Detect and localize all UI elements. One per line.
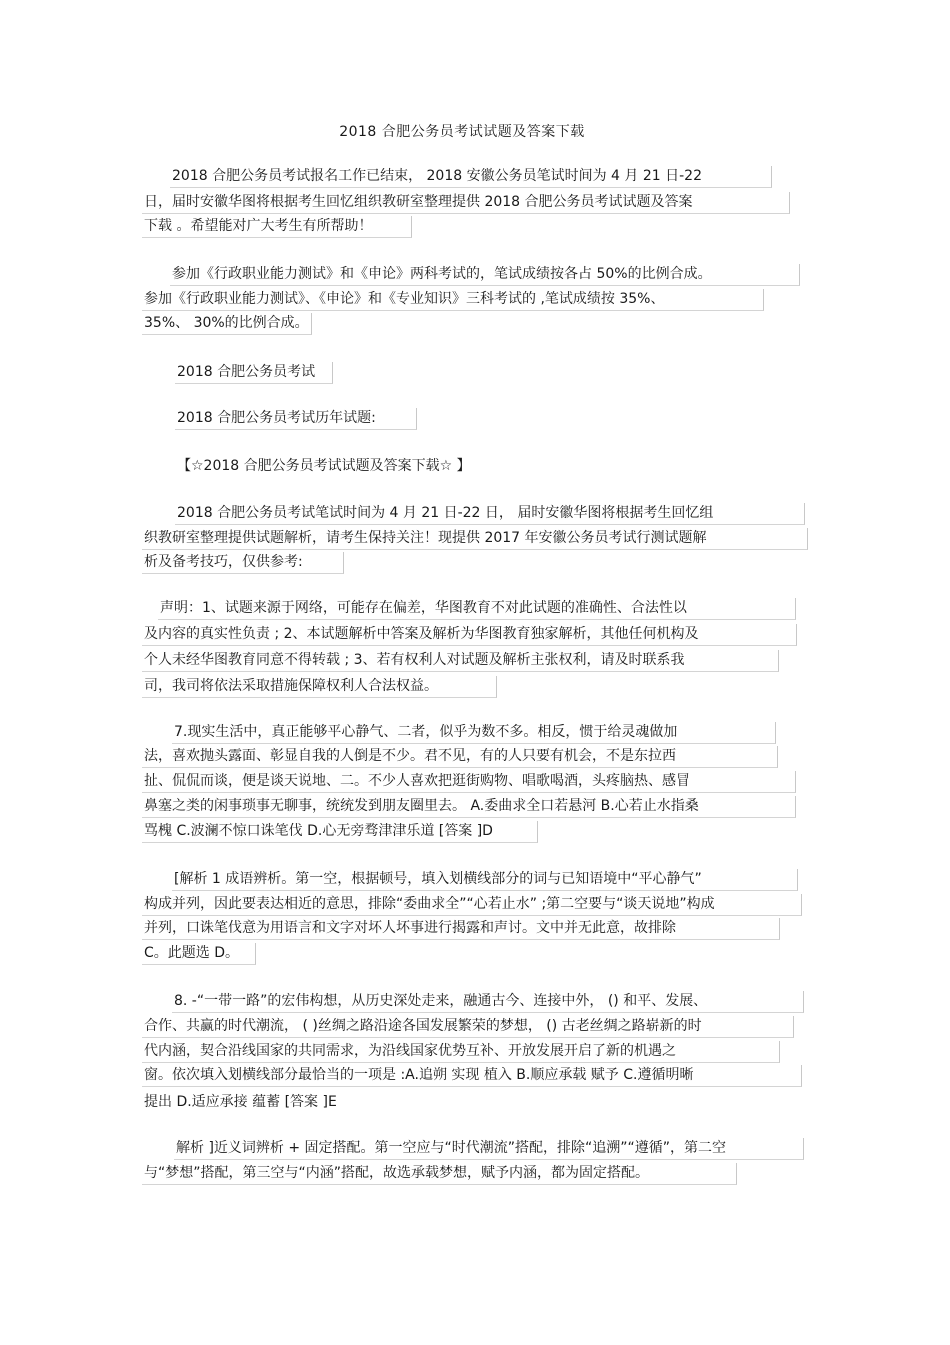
text-line: 声明：1、试题来源于网络，可能存在偏差，华图教育不对此试题的准确性、合法性以 — [158, 598, 796, 620]
text-line: 35%、 30%的比例合成。 — [142, 313, 312, 335]
analysis-line: 并列，口诛笔伐意为用语言和文字对坏人坏事进行揭露和声讨。文中并无此意，故排除 — [142, 918, 780, 940]
question-line: 扯、侃侃而谈，便是谈天说地、二。不少人喜欢把逛街购物、唱歌喝酒，头疼脑热、感冒 — [142, 771, 796, 793]
text-line: 参加《行政职业能力测试》和《申论》两科考试的，笔试成绩按各占 50%的比例合成。 — [170, 264, 800, 286]
text-line: 析及备考技巧，仅供参考: — [142, 552, 344, 574]
question-line: 8. -“一带一路”的宏伟构想，从历史深处走来，融通古今、连接中外， () 和平、发展、 — [172, 991, 804, 1013]
answer-line: 提出 D.适应承接 蕴蓄 [答案 ]E — [144, 1094, 337, 1110]
text-line: 个人未经华图教育同意不得转载 ; 3、若有权利人对试题及解析主张权利，请及时联系我 — [142, 650, 779, 672]
section-heading: 2018 合肥公务员考试历年试题: — [175, 408, 417, 430]
section-heading: 2018 合肥公务员考试 — [175, 362, 333, 384]
text-line: 日，届时安徽华图将根据考生回忆组织教研室整理提供 2018 合肥公务员考试试题及答案 — [142, 192, 790, 214]
question-line: 合作、共赢的时代潮流， ( )丝绸之路沿途各国发展繁荣的梦想， () 古老丝绸之路崭新的时 — [142, 1016, 794, 1038]
question-line: 鼻塞之类的闲事琐事无聊事，统统发到朋友圈里去。 A.委曲求全口若悬河 B.心若止水指桑 — [142, 796, 796, 818]
text-line: 司，我司将依法采取措施保障权利人合法权益。 — [142, 676, 497, 698]
question-line: 代内涵，契合沿线国家的共同需求，为沿线国家优势互补、开放发展开启了新的机遇之 — [142, 1041, 780, 1063]
answer-line: 骂槐 C.波澜不惊口诛笔伐 D.心无旁骛津津乐道 [答案 ]D — [142, 821, 538, 843]
text-line: 2018 合肥公务员考试笔试时间为 4 月 21 日-22 日， 届时安徽华图将根据考生回忆组 — [175, 503, 805, 525]
text-line: 织教研室整理提供试题解析，请考生保持关注！现提供 2017 年安徽公务员考试行测试题解 — [142, 528, 808, 550]
question-line: 7.现实生活中，真正能够平心静气、二者，似乎为数不多。相反，惯于给灵魂做加 — [172, 722, 776, 744]
text-line: 及内容的真实性负责 ; 2、本试题解析中答案及解析为华图教育独家解析，其他任何机构及 — [142, 624, 797, 646]
text-line: 下载 。希望能对广大考生有所帮助！ — [142, 216, 412, 238]
text-line: 2018 合肥公务员考试报名工作已结束， 2018 安徽公务员笔试时间为 4 月 21 日-22 — [170, 166, 772, 188]
document-title: 2018 合肥公务员考试试题及答案下载 — [339, 124, 585, 140]
analysis-line: C。此题选 D。 — [142, 943, 256, 965]
download-link[interactable]: 【☆2018 合肥公务员考试试题及答案下载☆ 】 — [177, 458, 471, 474]
text-line: 参加《行政职业能力测试》、《申论》和《专业知识》三科考试的 ,笔试成绩按 35%、 — [142, 289, 764, 311]
analysis-line: 与“梦想”搭配，第三空与“内涵”搭配，故选承载梦想，赋予内涵，都为固定搭配。 — [142, 1163, 737, 1185]
question-line: 法，喜欢抛头露面、彰显自我的人倒是不少。君不见，有的人只要有机会，不是东拉西 — [142, 746, 778, 768]
analysis-line: 构成并列，因此要表达相近的意思，排除“委曲求全”“心若止水” ;第二空要与“谈天说地”构成 — [142, 894, 802, 916]
analysis-line: 解析 ]近义词辨析 + 固定搭配。第一空应与“时代潮流”搭配，排除“追溯”“遵循”，第二空 — [174, 1138, 804, 1160]
question-line: 窗。依次填入划横线部分最恰当的一项是 :A.追朔 实现 植入 B.顺应承载 赋予 C.遵循明晰 — [142, 1065, 802, 1087]
analysis-line: [解析 1 成语辨析。第一空，根据顿号，填入划横线部分的词与已知语境中“平心静气” — [172, 869, 798, 891]
